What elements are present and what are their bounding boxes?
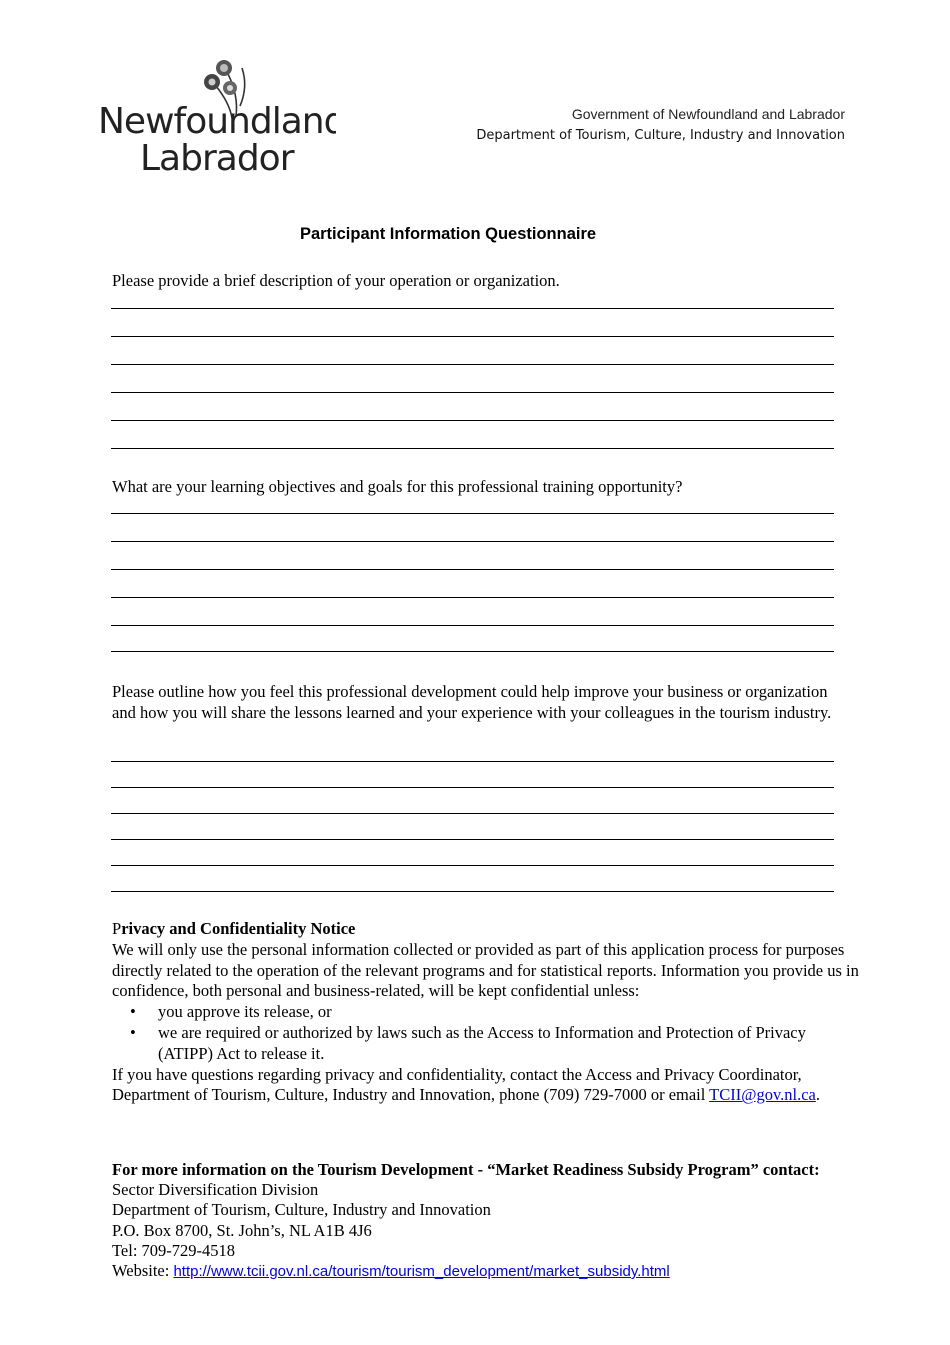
contact-heading: For more information on the Tourism Development - “Market Readiness Subsidy Program” contact:: [112, 1160, 820, 1179]
answer-line: [111, 420, 834, 421]
contact-department: Department of Tourism, Culture, Industry and Innovation: [112, 1200, 491, 1220]
contact-division: Sector Diversification Division: [112, 1180, 319, 1200]
answer-line: [111, 891, 834, 892]
answer-line: [111, 625, 834, 626]
privacy-contact: If you have questions regarding privacy and confidentiality, contact the Access and Privacy Coordinator, Department of Tourism, Culture, Industry and Innovation, phone (709) 729-7000 or email TCII@gov.nl.ca.: [112, 1064, 820, 1105]
answer-line: [111, 364, 834, 365]
department-name: Department of Tourism, Culture, Industry and Innovation: [476, 128, 845, 143]
privacy-intro: We will only use the personal information collected or provided as part of this application process for purposes directly related to the operation of the relevant programs and for statistical reports. Information you provide us in confidence, both personal and business-related, will be kept confidential unless:: [112, 939, 859, 1001]
answer-line: [111, 336, 834, 337]
bullet-icon: •: [130, 1022, 136, 1042]
answer-line: [111, 392, 834, 393]
question-3: Please outline how you feel this professional development could help improve your business or organization and how you will share the lessons learned and your experience with your colleagues in the tourism industry.: [112, 682, 832, 722]
answer-line: [111, 839, 834, 840]
privacy-heading: Privacy and Confidentiality Notice: [112, 919, 356, 938]
answer-line: [111, 597, 834, 598]
contact-section: [112, 1160, 872, 1282]
pitcher-plant-logo-icon: [96, 56, 336, 180]
answer-line: [111, 513, 834, 514]
logo-wordmark-line1: Newfoundland: [98, 101, 336, 142]
contact-address: P.O. Box 8700, St. John’s, NL A1B 4J6: [112, 1220, 372, 1240]
answer-line: [111, 813, 834, 814]
answer-line: [111, 787, 834, 788]
question-2: What are your learning objectives and goals for this professional training opportunity?: [112, 477, 683, 496]
answer-line: [111, 569, 834, 570]
email-link[interactable]: TCII@gov.nl.ca: [709, 1085, 816, 1105]
question-1: Please provide a brief description of your operation or organization.: [112, 271, 560, 290]
answer-line: [111, 448, 834, 449]
list-item: • you approve its release, or: [130, 1002, 332, 1022]
nl-logo: [96, 56, 336, 180]
contact-phone: Tel: 709-729-4518: [112, 1240, 236, 1260]
website-link[interactable]: http://www.tcii.gov.nl.ca/tourism/tourism_development/market_subsidy.html: [173, 1263, 670, 1281]
privacy-conditions-list: [112, 1002, 864, 1064]
government-name: Government of Newfoundland and Labrador: [571, 106, 845, 122]
logo-wordmark-line2: Labrador: [140, 138, 294, 179]
bullet-icon: •: [130, 1002, 136, 1022]
privacy-notice: [112, 919, 864, 1106]
list-item: • we are required or authorized by laws such as the Access to Information and Protection of Privacy (ATIPP) Act to release it.: [130, 1022, 806, 1063]
answer-line: [111, 865, 834, 866]
answer-line: [111, 761, 834, 762]
page-title: Participant Information Questionnaire: [299, 225, 597, 243]
answer-line: [111, 651, 834, 652]
answer-line: [111, 541, 834, 542]
contact-website: Website: http://www.tcii.gov.nl.ca/tourism/tourism_development/market_subsidy.html: [112, 1261, 670, 1281]
answer-line: [111, 308, 834, 309]
